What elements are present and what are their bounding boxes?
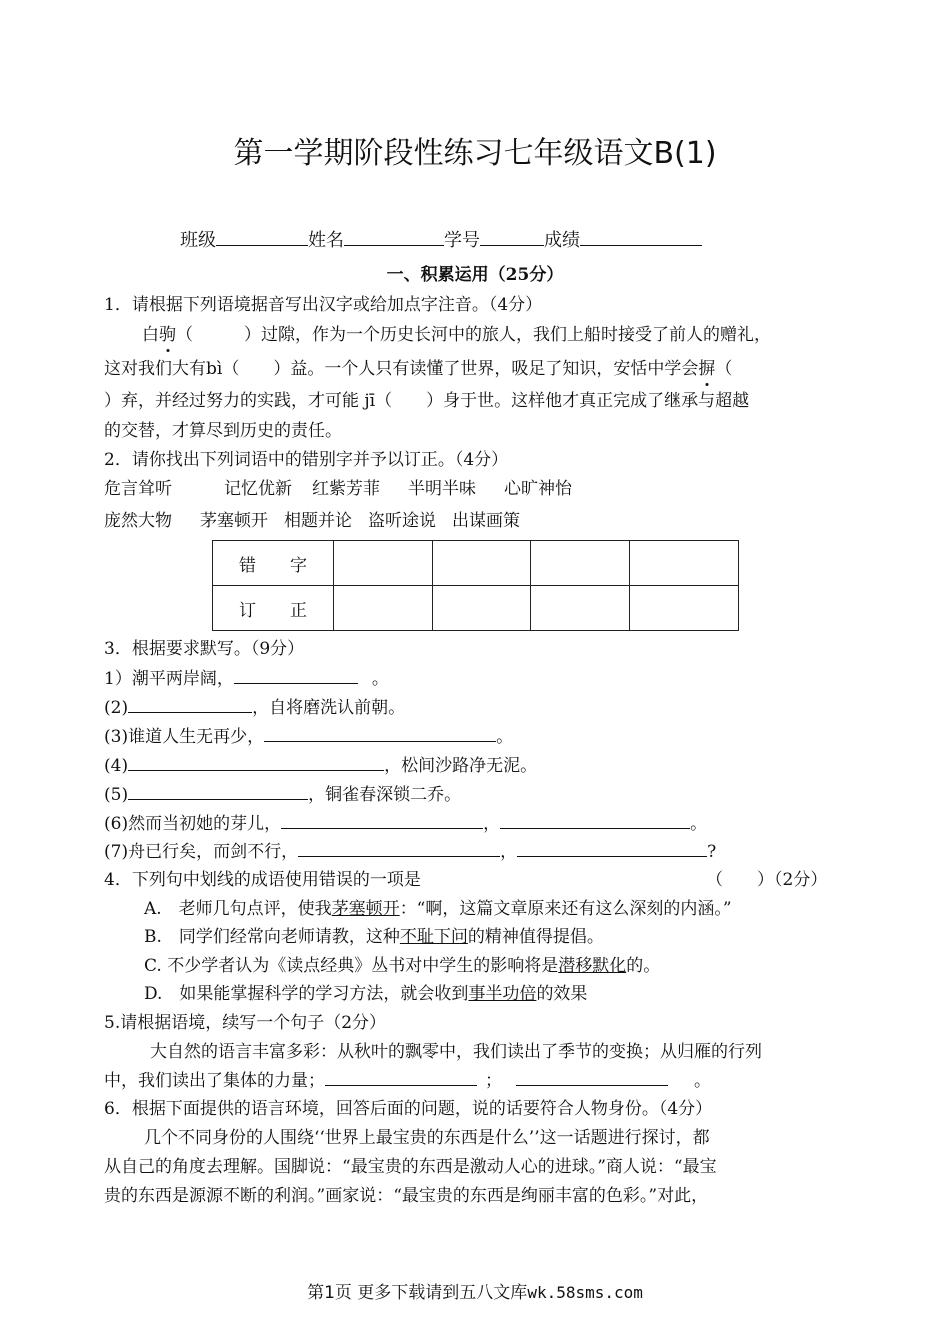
q3-heading: 3．根据要求默写。（9分）: [104, 639, 305, 659]
answer-blank[interactable]: [517, 839, 707, 857]
q4-option-d: D. 如果能掌握科学的学习方法，就会收到事半功倍的效果: [144, 984, 588, 1004]
score-label: 成绩: [544, 230, 580, 251]
dotted-char: 摒: [698, 359, 716, 379]
q4-heading: 4．下列句中划线的成语使用错误的一项是: [104, 870, 421, 890]
q4-option-c: C. 不少学者认为《读点经典》丛书对中学生的影响将是潜移默化的。: [144, 956, 661, 976]
answer-cell[interactable]: [531, 586, 630, 631]
q6-line2: 从自己的角度去理解。国脚说：“最宝贵的东西是激动人心的进球。”商人说：“最宝: [104, 1157, 717, 1177]
site-link: wk.58sms.com: [527, 1283, 643, 1302]
answer-blank[interactable]: [128, 753, 384, 771]
q3-line1: 1）潮平两岸阔， 。: [104, 664, 389, 689]
name-blank[interactable]: [344, 228, 444, 246]
class-label: 班级: [180, 230, 216, 251]
answer-cell[interactable]: [433, 541, 531, 586]
score-blank[interactable]: [580, 228, 702, 246]
answer-blank[interactable]: [500, 811, 690, 829]
table-label-wrong: 错 字: [213, 541, 334, 586]
q2-words-row1: 危言耸听 记忆优新 红紫芳菲 半明半味 心旷神怡: [104, 479, 572, 499]
q3-line4: (4) ，松间沙路净无泥。: [104, 751, 537, 776]
page-number: 1: [324, 1283, 335, 1303]
q2-heading: 2．请你找出下列词语中的错别字并予以订正。（4分）: [104, 450, 509, 470]
q5-line1: 大自然的语言丰富多彩：从秋叶的飘零中，我们读出了季节的变换；从归雁的行列: [150, 1042, 762, 1062]
answer-blank[interactable]: [298, 839, 500, 857]
q6-heading: 6．根据下面提供的语言环境，回答后面的问题，说的话要符合人物身份。（4分）: [104, 1099, 713, 1119]
q1-line3: ）弃，并经过努力的实践，才可能 jī（ ）身于世。这样他才真正完成了继承与超越: [104, 391, 750, 411]
table-label-correct: 订 正: [213, 586, 334, 631]
answer-blank[interactable]: [264, 724, 496, 742]
correction-table: [212, 540, 739, 631]
answer-cell[interactable]: [433, 586, 531, 631]
q3-line7: (7)舟已行矣，而剑不行， ， ?: [104, 837, 716, 862]
q3-line5: (5) ，铜雀春深锁二乔。: [104, 780, 461, 805]
q3-line6: (6)然而当初她的芽儿， ， 。: [104, 809, 707, 834]
q3-line2: (2) ，自将磨洗认前朝。: [104, 693, 405, 718]
answer-blank[interactable]: [516, 1068, 668, 1086]
q5-line2: 中，我们读出了集体的力量； ； 。: [104, 1066, 711, 1091]
q1-line2: 这对我们大有bì（ ）益。一个人只有读懂了世界，吸足了知识，安恬中学会摒（: [104, 359, 733, 379]
q1-line1: 白驹（ ）过隙，作为一个历史长河中的旅人，我们上船时接受了前人的赠礼，: [142, 325, 771, 345]
student-info-line: [180, 226, 702, 252]
answer-blank[interactable]: [128, 695, 252, 713]
answer-blank[interactable]: [281, 811, 483, 829]
answer-blank[interactable]: [234, 666, 358, 684]
q1-line4: 的交替，才算尽到历史的责任。: [104, 421, 342, 441]
q2-words-row2: 庞然大物 茅塞顿开 相题并论 盗听途说 出谋画策: [104, 511, 520, 531]
answer-blank[interactable]: [325, 1068, 477, 1086]
section-heading: 一、积累运用（25分）: [386, 265, 564, 285]
answer-cell[interactable]: [630, 541, 739, 586]
answer-cell[interactable]: [531, 541, 630, 586]
answer-cell[interactable]: [630, 586, 739, 631]
name-label: 姓名: [308, 230, 344, 251]
number-label: 学号: [444, 230, 480, 251]
q3-line3: (3)谁道人生无再少， 。: [104, 722, 513, 747]
page-footer: 第1页 更多下载请到五八文库wk.58sms.com: [307, 1283, 643, 1303]
q6-line3: 贵的东西是源源不断的利润。”画家说：“最宝贵的东西是绚丽丰富的色彩。”对此，: [104, 1186, 709, 1206]
q4-option-a: A. 老师几句点评，使我茅塞顿开：“啊，这篇文章原来还有这么深刻的内涵。”: [144, 899, 732, 919]
answer-blank[interactable]: [128, 782, 308, 800]
q4-answer-paren[interactable]: （ ）（2分）: [706, 870, 828, 890]
q6-line1: 几个不同身份的人围绕‘‘世界上最宝贵的东西是什么’’这一话题进行探讨，都: [144, 1128, 710, 1148]
answer-cell[interactable]: [334, 541, 433, 586]
page-title: 第一学期阶段性练习七年级语文B(1): [233, 136, 717, 171]
q1-heading: 1．请根据下列语境据音写出汉字或给加点字注音。（4分）: [104, 295, 543, 315]
q5-heading: 5.请根据语境，续写一个句子（2分）: [104, 1013, 387, 1033]
dotted-char: 驹: [159, 325, 176, 345]
number-blank[interactable]: [480, 228, 544, 246]
class-blank[interactable]: [216, 228, 308, 246]
answer-cell[interactable]: [334, 586, 433, 631]
q4-option-b: B. 同学们经常向老师请教，这种不耻下问的精神值得提倡。: [144, 927, 604, 947]
